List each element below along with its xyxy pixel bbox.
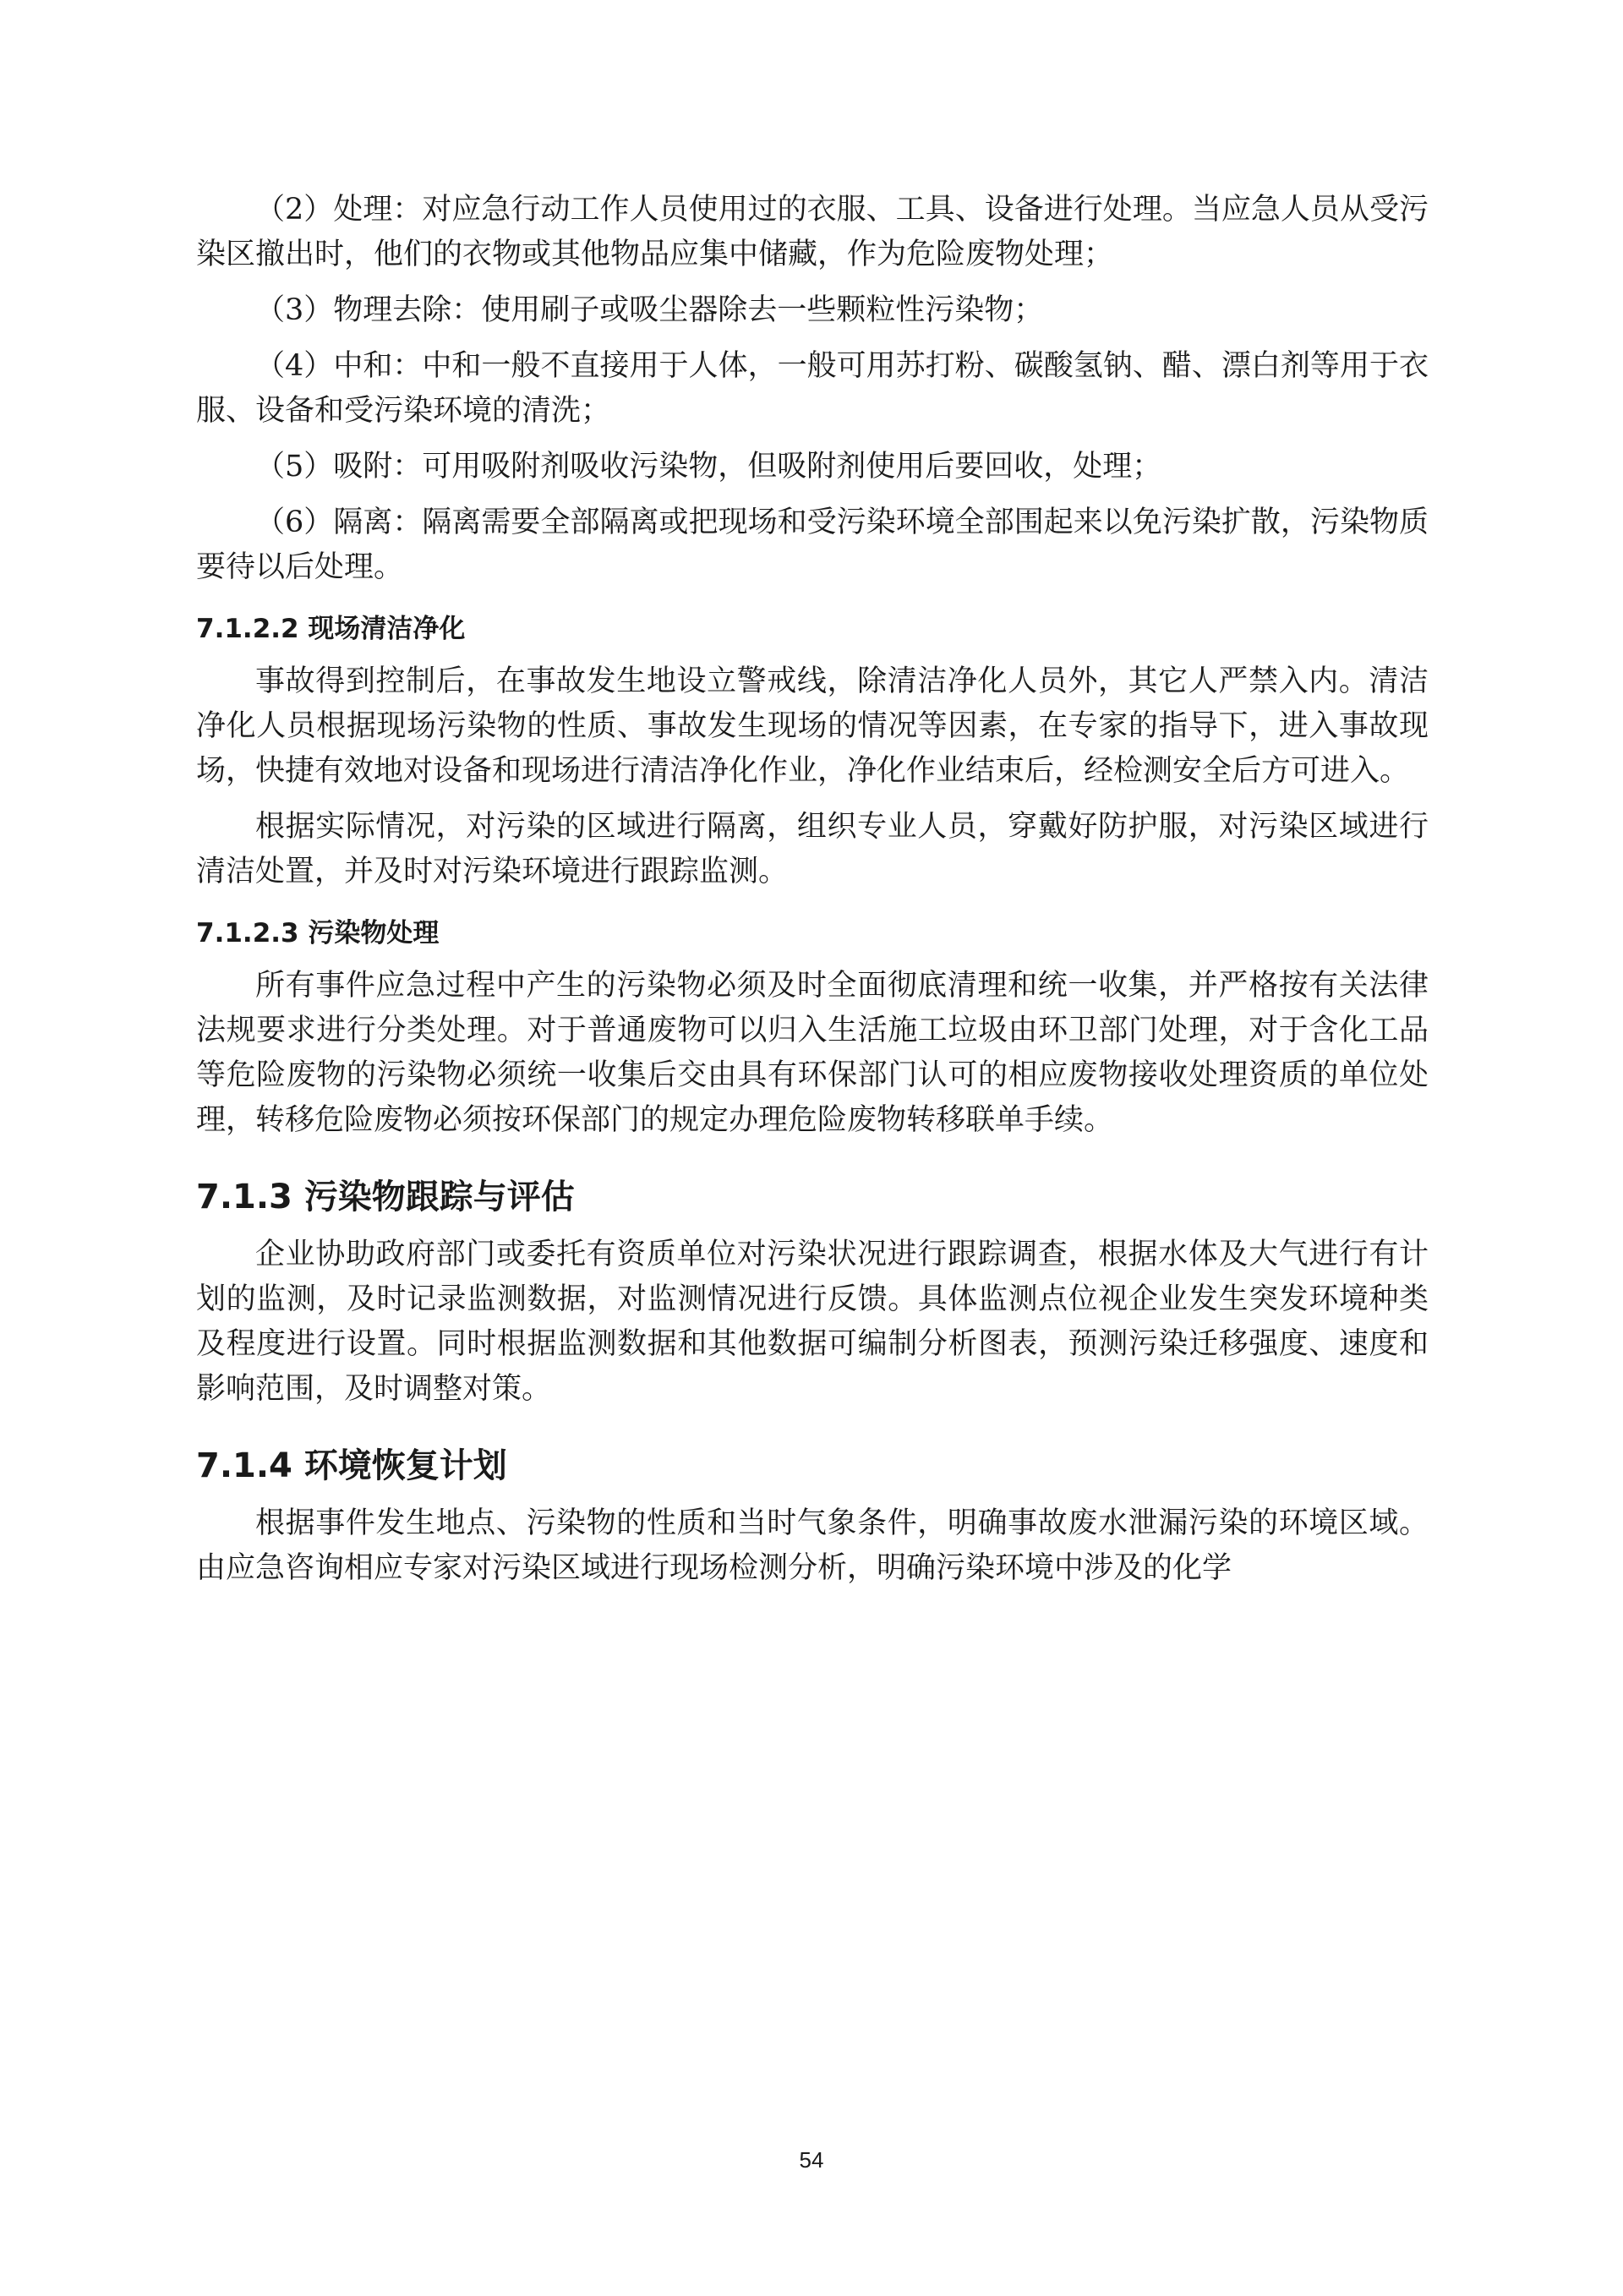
paragraph-isolation: （6）隔离：隔离需要全部隔离或把现场和受污染环境全部围起来以免污染扩散，污染物质要待以后处理。 — [196, 506, 1429, 584]
paragraph-area-isolation: 根据实际情况，对污染的区域进行隔离，组织专业人员，穿戴好防护服，对污染区域进行清洁处置，并及时对污染环境进行跟踪监测。 — [196, 810, 1429, 888]
paragraph-recovery-plan: 根据事件发生地点、污染物的性质和当时气象条件，明确事故废水泄漏污染的环境区域。由应急咨询相应专家对污染区域进行现场检测分析，明确污染环境中涉及的化学 — [196, 1506, 1429, 1585]
paragraph-neutralization: （4）中和：中和一般不直接用于人体，一般可用苏打粉、碳酸氢钠、醋、漂白剂等用于衣服、设备和受污染环境的清洗； — [196, 349, 1429, 428]
heading-7-1-2-2: 7.1.2.2 现场清洁净化 — [196, 614, 466, 644]
paragraph-adsorption: （5）吸附：可用吸附剂吸收污染物，但吸附剂使用后要回收，处理； — [255, 450, 1162, 484]
paragraph-tracking-assessment: 企业协助政府部门或委托有资质单位对污染状况进行跟踪调查，根据水体及大气进行有计划的监测，及时记录监测数据，对监测情况进行反馈。具体监测点位视企业发生突发环境种类及程度进行设置。同时根据监测数据和其他数据可编制分析图表，预测污染迁移强度、速度和影响范围，及时调整对策。 — [196, 1238, 1429, 1406]
paragraph-pollutant-disposal: 所有事件应急过程中产生的污染物必须及时全面彻底清理和统一收集，并严格按有关法律法规要求进行分类处理。对于普通废物可以归入生活施工垃圾由环卫部门处理，对于含化工品等危险废物的污染物必须统一收集后交由具有环保部门认可的相应废物接收处理资质的单位处理，转移危险废物必须按环保部门的规定办理危险废物转移联单手续。 — [196, 969, 1429, 1137]
paragraph-site-cleanup: 事故得到控制后，在事故发生地设立警戒线，除清洁净化人员外，其它人严禁入内。清洁净化人员根据现场污染物的性质、事故发生现场的情况等因素，在专家的指导下，进入事故现场，快捷有效地对设备和现场进行清洁净化作业，净化作业结束后，经检测安全后方可进入。 — [196, 664, 1429, 788]
heading-7-1-3: 7.1.3 污染物跟踪与评估 — [196, 1178, 575, 1216]
heading-7-1-4: 7.1.4 环境恢复计划 — [196, 1446, 507, 1485]
page-content — [196, 188, 1429, 1591]
paragraph-physical-removal: （3）物理去除：使用刷子或吸尘器除去一些颗粒性污染物； — [255, 293, 1044, 327]
page-number: 54 — [799, 2147, 824, 2173]
paragraph-treatment: （2）处理：对应急行动工作人员使用过的衣服、工具、设备进行处理。当应急人员从受污染区撤出时，他们的衣物或其他物品应集中储藏，作为危险废物处理； — [196, 193, 1429, 271]
heading-7-1-2-3: 7.1.2.3 污染物处理 — [196, 918, 440, 948]
